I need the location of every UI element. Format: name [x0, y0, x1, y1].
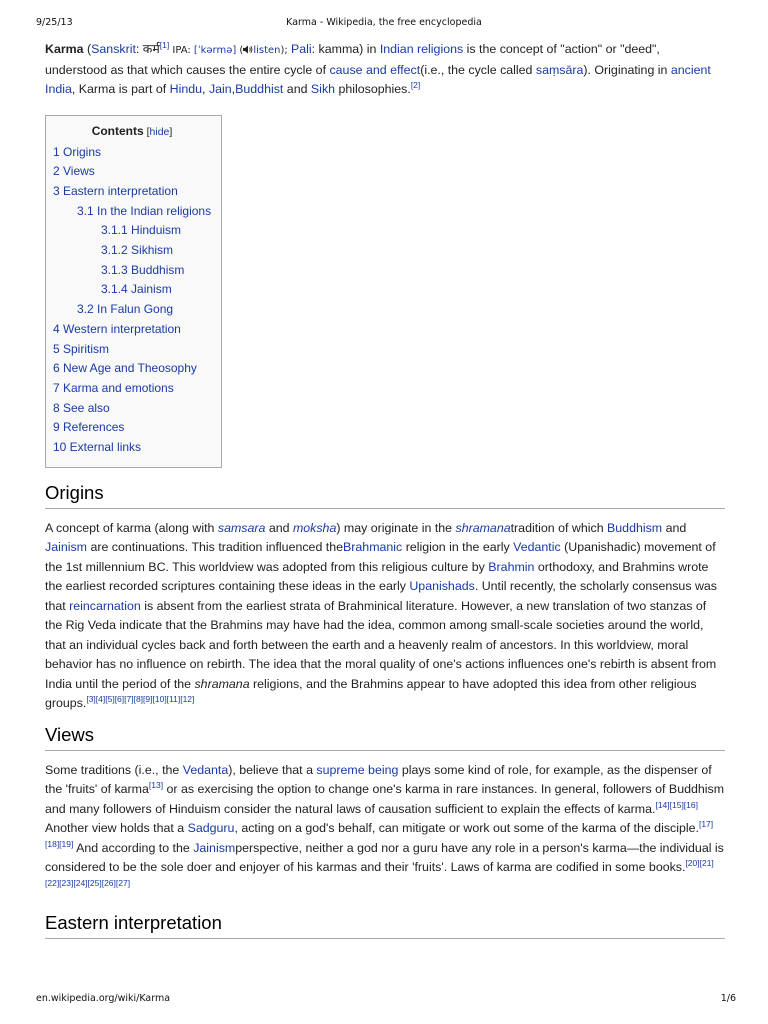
toc-item: [53, 143, 221, 163]
section-heading-origins: Origins: [45, 481, 725, 509]
jainism-link[interactable]: Jainism: [193, 840, 236, 855]
toc-link-see-also[interactable]: 8 See also: [53, 400, 110, 415]
toc-item: [53, 182, 221, 202]
toc-hide-toggle[interactable]: hide: [149, 125, 170, 138]
section-heading-eastern-interpretation: Eastern interpretation: [45, 911, 725, 939]
vedanta-link[interactable]: Vedanta: [182, 762, 229, 777]
page-number: 1/6: [720, 993, 736, 1004]
table-of-contents: [45, 115, 222, 468]
pali-link[interactable]: Pali: [290, 42, 312, 56]
print-header: [0, 17, 768, 31]
brahmanic-link[interactable]: Brahmanic: [343, 540, 403, 555]
toc-item: [53, 280, 221, 300]
toc-link-views[interactable]: 2 Views: [53, 164, 95, 179]
toc-item: [53, 261, 221, 281]
toc-item: [53, 418, 221, 438]
toc-item: [53, 300, 221, 320]
article-content: [45, 40, 725, 939]
toc-item: [53, 359, 221, 379]
ref-link[interactable]: [1]: [159, 40, 170, 50]
section-heading-views: Views: [45, 723, 725, 751]
supreme-being-link[interactable]: supreme being: [316, 762, 399, 777]
sikh-link[interactable]: Sikh: [310, 82, 336, 96]
toc-link-buddhism[interactable]: 3.1.3 Buddhism: [101, 262, 185, 277]
speaker-icon[interactable]: [243, 45, 253, 54]
toc-link-eastern-interpretation[interactable]: 3 Eastern interpretation: [53, 183, 178, 198]
ref-link[interactable]: [2]: [410, 80, 421, 90]
toc-item: [53, 241, 221, 261]
origins-paragraph: A concept of karma (along with samsara and moksha) may originate in the shramanatradition of which Buddhism and Jainism are continuations. This tradition influenced theBrahmanic religion in the early Vedantic (Upanishadic) movement of the 1st millennium BC. This worldview was adopted from this religious culture by Brahmin orthodoxy, and Brahmins wrote the earliest recorded scriptures containing these ideas in the early Upanishads. Until recently, the scholarly consensus was that reincarnation is absent from the earliest strata of Brahminical literature. However, a new translation of two stanzas of the Rig Veda indicate that the Brahmins may have had the idea, common among small-scale societies around the world, that an individual cycles back and forth between the earth and a heavenly realm of ancestors. In this worldview, moral behavior has no influence on rebirth. The idea that the moral quality of one's actions influences one's rebirth is absent from India until the period of the shramana religions, and the Brahmins appear to have adopted this idea from other religious groups.[3][4][5][6][7][8][9][10][11][12]: [45, 520, 717, 711]
ref-links[interactable]: [3][4][5][6][7][8][9][10][11][12]: [86, 694, 195, 705]
toc-link-karma-emotions[interactable]: 7 Karma and emotions: [53, 380, 174, 395]
article-term: Karma: [45, 42, 84, 56]
brahmin-link[interactable]: Brahmin: [488, 559, 535, 574]
jain-link[interactable]: Jain: [208, 82, 232, 96]
toc-link-spiritism[interactable]: 5 Spiritism: [53, 341, 110, 356]
samsara-link[interactable]: saṃsāra: [535, 62, 584, 77]
toc-list: [53, 143, 221, 458]
ref-link[interactable]: [13]: [148, 780, 164, 791]
print-url: en.wikipedia.org/wiki/Karma: [36, 993, 171, 1004]
toc-link-references[interactable]: 9 References: [53, 420, 125, 435]
toc-item: [53, 438, 221, 458]
toc-header: Contents [hide]: [91, 123, 173, 138]
sadguru-link[interactable]: Sadguru: [187, 821, 235, 836]
intro-paragraph: Karma (Sanskrit: कर्म[1] IPA: [ˈkərmə] ( listen); Pali: kamma) in Indian religions is the concept of "action" or "deed", understood as that which causes the entire cycle of cause and effect(i.e., the cycle called saṃsāra). Originating in ancient India, Karma is part of Hindu, Jain,Buddhist and Sikh philosophies.[2]: [45, 40, 711, 96]
print-date: 9/25/13: [36, 17, 73, 28]
reincarnation-link[interactable]: reincarnation: [69, 598, 141, 613]
vedantic-link[interactable]: Vedantic: [513, 540, 561, 555]
shramana-link[interactable]: shramana: [455, 520, 511, 535]
toc-item: [53, 399, 221, 419]
buddhism-link[interactable]: Buddhism: [607, 520, 663, 535]
sanskrit-link[interactable]: Sanskrit: [91, 42, 136, 56]
ref-links[interactable]: [20][21][22][23][24][25][26][27]: [45, 858, 714, 888]
ref-links[interactable]: [14][15][16]: [655, 799, 698, 810]
toc-link-jainism[interactable]: 3.1.4 Jainism: [101, 282, 172, 297]
toc-item: [53, 221, 221, 241]
toc-link-western-interpretation[interactable]: 4 Western interpretation: [53, 321, 181, 336]
toc-link-indian-religions[interactable]: 3.1 In the Indian religions: [77, 203, 212, 218]
ref-links[interactable]: [17][18][19]: [45, 819, 714, 849]
print-footer: [0, 993, 768, 1007]
listen-link[interactable]: listen: [253, 45, 281, 56]
buddhist-link[interactable]: Buddhist: [235, 82, 284, 96]
ancient-india-link[interactable]: ancient India: [45, 62, 711, 96]
toc-link-falun-gong[interactable]: 3.2 In Falun Gong: [77, 302, 174, 317]
indian-religions-link[interactable]: Indian religions: [379, 42, 464, 56]
toc-link-external-links[interactable]: 10 External links: [53, 440, 142, 455]
toc-item: [53, 340, 221, 360]
toc-item: [53, 379, 221, 399]
toc-link-hinduism[interactable]: 3.1.1 Hinduism: [101, 223, 182, 238]
samsara-link[interactable]: samsara: [217, 520, 266, 535]
hindu-link[interactable]: Hindu: [169, 82, 203, 96]
moksha-link[interactable]: moksha: [292, 520, 337, 535]
toc-link-origins[interactable]: 1 Origins: [53, 144, 102, 159]
toc-item: [53, 320, 221, 340]
toc-link-sikhism[interactable]: 3.1.2 Sikhism: [101, 243, 174, 258]
views-paragraph: Some traditions (i.e., the Vedanta), believe that a supreme being plays some kind of role, for example, as the dispenser of the 'fruits' of karma[13] or as exercising the option to change one's karma in rare instances. In general, followers of Buddhism and many followers of Hinduism consider the natural laws of causation sufficient to explain the effects of karma.[14][15][16] Another view holds that a Sadguru, acting on a god's behalf, can mitigate or work out some of the karma of the disciple.[17][18][19] And according to the Jainismperspective, neither a god nor a guru have any role in a person's karma—the individual is considered to be the sole doer and enjoyer of his karmas and their 'fruits'. Laws of karma are codified in some books.[20][21][22][23][24][25][26][27]: [45, 762, 725, 888]
cause-and-effect-link[interactable]: cause and effect: [329, 62, 421, 77]
ipa-pronunciation-link[interactable]: [ˈkərmə]: [193, 45, 237, 56]
print-page-title: Karma - Wikipedia, the free encyclopedia: [286, 17, 482, 28]
toc-item: [53, 162, 221, 182]
toc-title: Contents: [91, 123, 144, 138]
toc-link-new-age-theosophy[interactable]: 6 New Age and Theosophy: [53, 361, 197, 376]
jainism-link[interactable]: Jainism: [45, 540, 87, 555]
toc-item: [53, 202, 221, 222]
upanishads-link[interactable]: Upanishads: [409, 579, 475, 594]
